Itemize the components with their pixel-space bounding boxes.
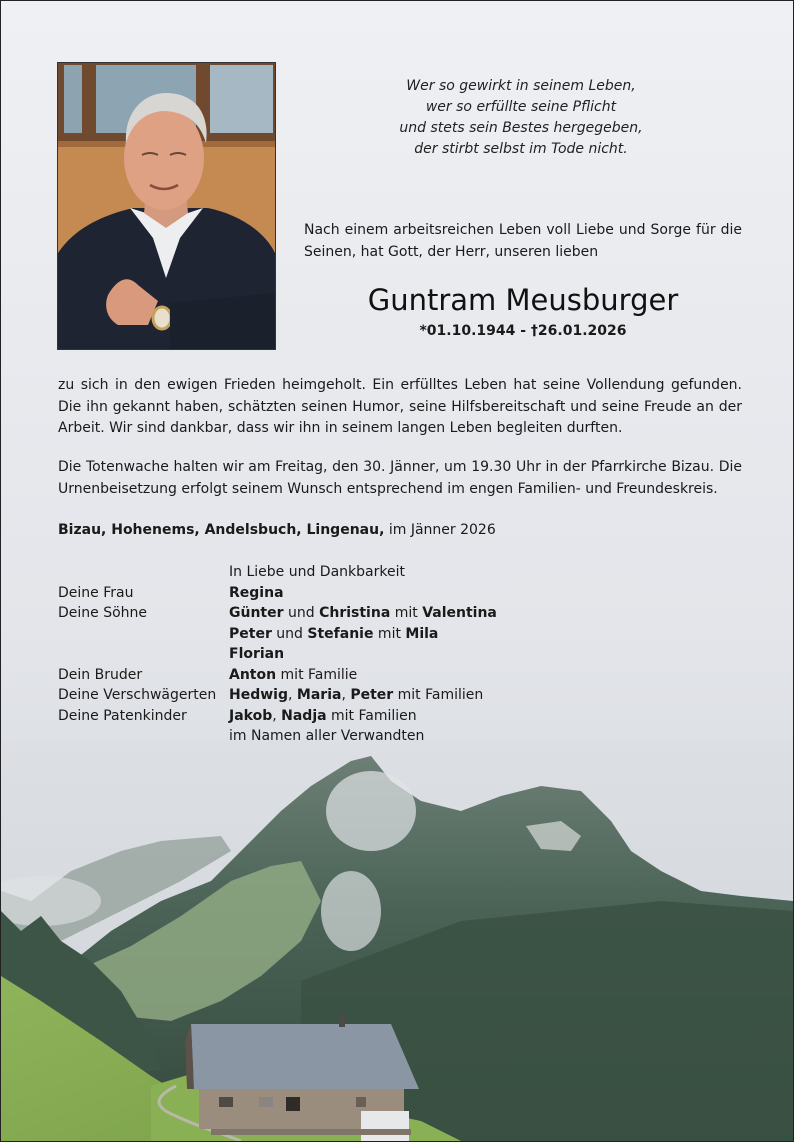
- intro-text: Nach einem arbeitsreichen Leben voll Liebe und Sorge für die Seinen, hat Gott, der Herr, unseren lieben: [304, 222, 742, 260]
- connector-text: und: [271, 625, 308, 642]
- connector-text: mit: [390, 605, 423, 621]
- family-members: [229, 624, 438, 645]
- connector-text: und: [283, 605, 320, 621]
- poem-line: wer so erfüllte seine Pflicht: [425, 99, 617, 115]
- family-relation: [58, 624, 229, 645]
- member-name: Valentina: [422, 605, 497, 621]
- family-row: [58, 644, 558, 665]
- landscape-image: [1, 741, 793, 1141]
- member-name: Regina: [229, 584, 284, 601]
- places: Bizau, Hohenems, Andelsbuch, Lingenau,: [58, 522, 385, 538]
- family-relation: Deine Verschwägerten: [58, 687, 217, 703]
- connector-text: mit Familien: [326, 707, 417, 724]
- member-name: Günter: [229, 605, 284, 621]
- tribute-paragraph: zu sich in den ewigen Frieden heimgeholt. Ein erfülltes Leben hat seine Vollendung gefunden. Die ihn gekannt haben, schätzten seinen Humor, seine Hilfsbereitschaft und seine Freude an der Arbeit. Wir sind dankbar, dass wir ihn in seinem langen Leben begleiten durften.: [58, 377, 742, 436]
- connector-text: im Namen aller Verwandten: [229, 728, 425, 744]
- family-row: [58, 685, 558, 706]
- family-members: [229, 603, 497, 624]
- family-relation: [58, 726, 229, 747]
- member-name: Maria: [296, 687, 342, 703]
- member-name: Nadja: [281, 707, 327, 724]
- family-relation: Deine Frau: [58, 584, 134, 601]
- family-relation: Deine Patenkinder: [58, 707, 187, 724]
- member-name: Stefanie: [307, 625, 374, 642]
- member-name: Anton: [229, 666, 277, 683]
- connector-text: mit Familien: [393, 687, 484, 703]
- poem-line: der stirbt selbst im Tode nicht.: [414, 141, 628, 157]
- member-name: Peter: [229, 625, 272, 642]
- connector-text: mit Familie: [276, 666, 358, 683]
- wake-info-paragraph: Die Totenwache halten wir am Freitag, den 30. Jänner, um 19.30 Uhr in der Pfarrkirche Bizau. Die Urnenbeisetzung erfolgt seinem Wunsch entsprechend im engen Familien- und Freundeskreis.: [58, 459, 742, 497]
- member-name: Jakob: [229, 707, 273, 724]
- family-row: [58, 603, 558, 624]
- member-name: Christina: [319, 605, 391, 621]
- poem-line: und stets sein Bestes hergegeben,: [399, 120, 643, 136]
- family-heading: In Liebe und Dankbarkeit: [229, 564, 405, 580]
- family-relation: [58, 644, 229, 665]
- connector-text: ,: [272, 707, 282, 724]
- poem-verse: [371, 76, 671, 160]
- portrait-photo: [57, 62, 276, 350]
- family-list: [58, 562, 558, 747]
- date: im Jänner 2026: [384, 522, 496, 538]
- connector-text: mit: [373, 625, 406, 642]
- life-dates: *01.10.1944 - †26.01.2026: [419, 323, 627, 339]
- family-row: [58, 706, 558, 727]
- member-name: Florian: [229, 646, 285, 662]
- family-row: [58, 583, 558, 604]
- member-name: Hedwig: [229, 687, 288, 703]
- place-date-line: [58, 520, 742, 542]
- family-row: [58, 665, 558, 686]
- member-name: Peter: [350, 687, 394, 703]
- poem-line: Wer so gewirkt in seinem Leben,: [406, 78, 636, 94]
- family-members: [229, 644, 284, 665]
- family-relation: Dein Bruder: [58, 666, 143, 683]
- family-members: [229, 583, 284, 604]
- family-members: [229, 726, 424, 747]
- member-name: Mila: [405, 625, 439, 642]
- deceased-name: Guntram Meusburger: [367, 283, 679, 317]
- family-members: [229, 665, 357, 686]
- family-members: [229, 706, 417, 727]
- family-row: [58, 624, 558, 645]
- connector-text: ,: [341, 687, 351, 703]
- family-relation: Deine Söhne: [58, 605, 148, 621]
- family-heading-row: [58, 562, 558, 583]
- connector-text: ,: [288, 687, 297, 703]
- family-row: [58, 726, 558, 747]
- family-members: [229, 685, 483, 706]
